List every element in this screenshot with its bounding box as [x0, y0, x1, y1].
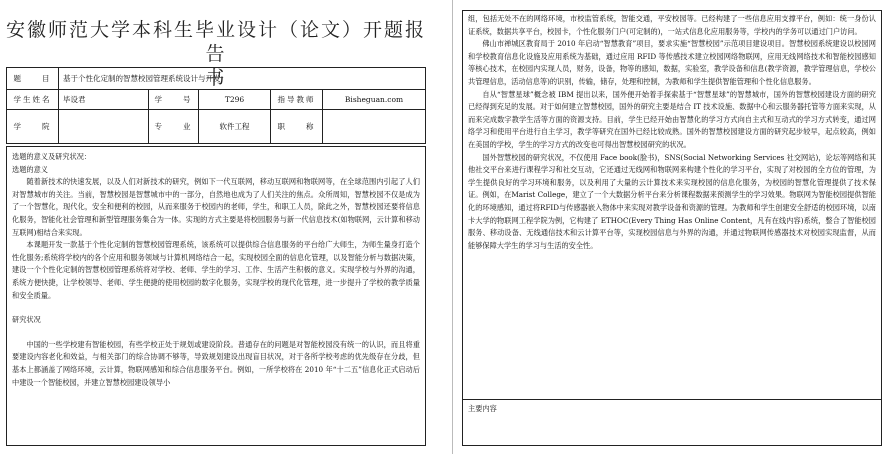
- section-divider: [463, 399, 881, 400]
- topic-label: 题 目: [7, 68, 59, 90]
- advisor-value: Bisheguan.com: [323, 90, 426, 110]
- subheading-significance: 选题的意义: [12, 164, 48, 174]
- paragraph: 中国的一些学校建有智能校园，有些学校正处于规划或建设阶段。普通存在的问题是对智能校园没有统一的认识，而且将重要建设内容老化和效益，与相关部门的综合协调不够等，导致规划建设出现盲目状况，对于各所学校考虑的优先级存在分歧，但基本上都涵盖了网络环境，云计算，物联网感知和综合信息服务平台。例如，一所学校将在 2010 年“十二五”信息化正式启动后中建设一个智能校园，并建立智慧校园建设领导小: [12, 339, 420, 387]
- student-value: 毕设君: [59, 90, 149, 110]
- paragraph: 国外智慧校园的研究状况，不仅使用 Face book(脸书)，SNS(Social Networking Services 社交网站)，论坛等网络和其他社交平台来进行课程学习和社交互动，它还通过无线网和物联网来构建个性化的学习平台，实现了对校园的全方位的管理，为学生提供良好的学习环境和服务，以及利用了大量的云计算技术来实现校园的信息化服务，为校园的智慧化管理提供了技术保证。例如，在Marist College，建立了一个大数据分析平台来分析课程数据来预测学生的学习效果。物联网为智能校园提供智能化的环境感知，通过将RFID与传感器嵌入物体中来实现对教学设备和资源的管理。为教师和学生创建安全舒适的校园环境，以南卡大学的物联网工程学院为例，它构建了 ETHOC(Every Thing Has Online Content，凡有在线内容)系统，整合了智能校园服务、移动设备、无线通信技术和云计算平台等，实现校园信息与外界的沟通，并通过物联网传感器技术对校园实现监督，从而能够保障大学生的学习与生活的安全性。: [468, 152, 876, 250]
- research-status-continued: [462, 10, 882, 446]
- paragraph: 随着新技术的快速发展，以及人们对新技术的研究，例如下一代互联网，移动互联网和物联网等，在全球范围内引起了人们对智慧城市的关注。当前，智慧校园是智慧城市中的一部分，自然地也成为了人们关注的焦点。众所周知，智慧校园不仅是成为了一个智慧化，现代化，安全和便利的校园，从而来服务于校园内的老师，学生，和职工人员，除此之外，智慧校园还要将信息化服务，智能化社会管理和新型管理服务集合为一体。实现的方式主要是将校园服务与新一代信息技术(如物联网，云计算和移动互联网)相结合来实现。: [12, 177, 420, 237]
- topic-value: 基于个性化定制的智慧校园管理系统设计与开发: [59, 68, 426, 90]
- main-content-label: 主要内容: [468, 404, 497, 413]
- advisor-label: 指导教师: [271, 90, 323, 110]
- title-label: 职 称: [271, 110, 323, 144]
- major-value: 软件工程: [199, 110, 271, 144]
- college-label: 学 院: [7, 110, 59, 144]
- id-label: 学 号: [149, 90, 199, 110]
- title-line-1: 安徽师范大学本科生毕业设计（论文）开题报告: [5, 19, 426, 65]
- title-value: [323, 110, 426, 144]
- paragraph: 佛山市禅城区教育局于 2010 年启动“智慧教育”项目，要求实施“智慧校园”示范项目建设项目。智慧校园系统建设以校园网和学校教育信息化设施及应用系统为基础，通过应用 RFID 等传感技术建立校园网络物联网，应用无线网络技术和智能校园感知等核心技术，在校园内实现人员，财务，设备，物等的感知，数据，实验室，教学设备和信息(教学资源，教学管理信息，学校公共管理信息，活动信息等)的识别，传输，储存，处理和控制，为教师和学生提供智能管理和个性化信息服务。: [468, 39, 876, 86]
- title-line-2: 书: [205, 67, 227, 89]
- id-value: T296: [199, 90, 271, 110]
- paragraph: 本课题开发一款基于个性化定制的智慧校园管理系统，该系统可以提供综合信息服务的平台给广大师生，为师生量身打造个性化服务;系统将学校内的各个应用和服务领域与计算机网络结合一起，实现校园全面的信息化管理，以及智能分析与数据决策，建设一个个性化定制的智慧校园管理系统将对学校、老师、学生的学习、工作、生活产生积极的意义。实现学校与外界的沟通，系统方便快捷，让学校领导、老师、学生便捷的使用校园的数字化服务，实现学校的现代化管理，进一步提升了学校的教学质量和安全质量。: [12, 240, 420, 300]
- student-label: 学生姓名: [7, 90, 59, 110]
- info-table: [6, 67, 426, 144]
- paragraph: 自从“智慧星球”概念被 IBM 提出以来，国外便开始着手探索基于“智慧星球”的智慧城市，国外的智慧校园建设方面的研究已经得到充足的发展。对于如何建立智慧校园，国外的研究主要是结合 IT 技术设施、数据中心和云服务器托管等方面来实现，从而来完成数字教学生活等方面的资源支持。目前，学生已经开始由智慧化的学习方式向自主式和互动式的学习方式转变，通过网络学习和使用平台进行自主学习，教学等研究在国外已经比较成熟。国外的智慧校园建设方面的研究起步较早，起点较高，例如在美国的学校，学生的学习方式的改变也可得出智慧校园研究的状况。: [468, 89, 876, 149]
- subheading-research-status: 研究状况: [12, 315, 41, 325]
- section-heading: 选题的意义及研究状况：: [12, 152, 92, 161]
- college-value: [59, 110, 149, 144]
- major-label: 专 业: [149, 110, 199, 144]
- significance-section: [6, 146, 426, 446]
- paragraph: 组，包括无处不在的网络环境，市校监管系统，智能交通，平安校园等。已经构建了一些信息应用支撑平台，例如：统一身份认证系统，数据共享平台，校园卡，个性化服务门户(可定制的)，一站式信息化应用服务等，学校内的学务可以通过门户访问。: [468, 14, 876, 36]
- left-page: [0, 0, 432, 454]
